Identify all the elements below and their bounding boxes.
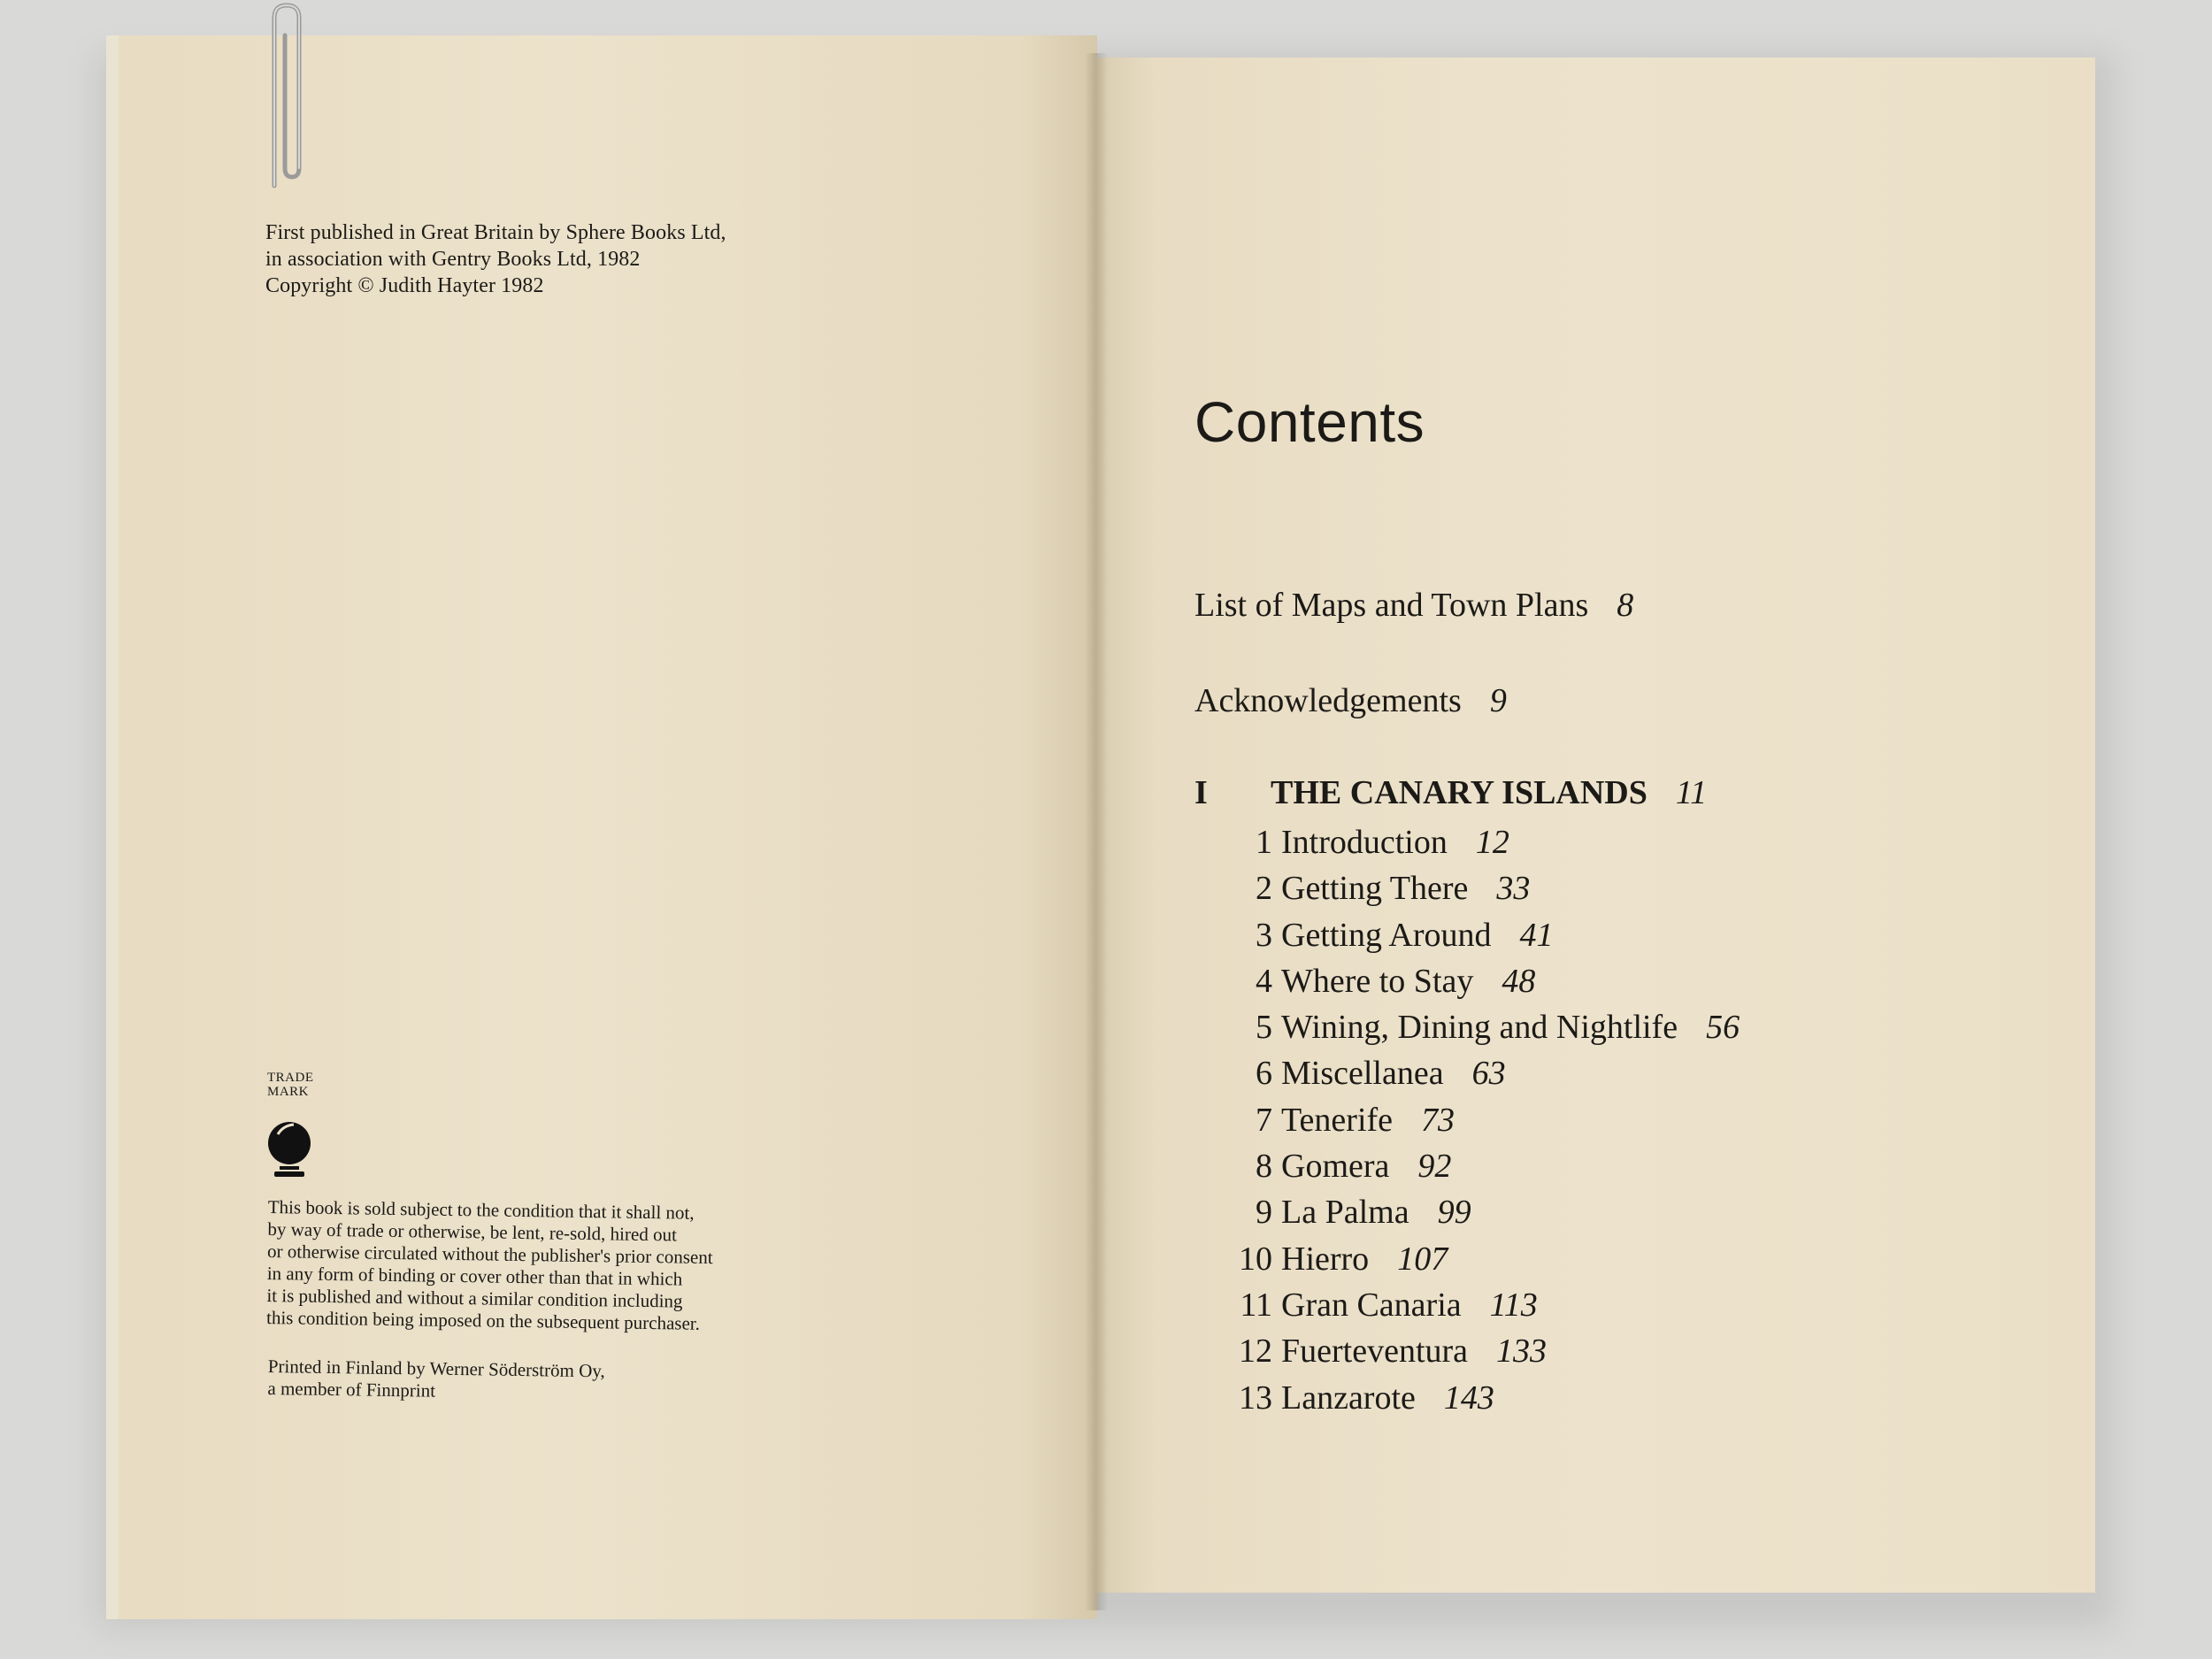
chapter-entry	[1194, 1050, 1740, 1096]
conditions-line: it is published and without a similar condition including	[266, 1284, 683, 1312]
chapter-number: 8	[1256, 1148, 1272, 1186]
chapter-page: 48	[1502, 962, 1536, 1000]
paperclip-icon	[255, 0, 317, 195]
toc-entry-acknowledgements	[1194, 681, 1507, 720]
chapter-title: Getting There	[1281, 870, 1469, 908]
trademark-label	[267, 1071, 314, 1099]
chapter-number: 6	[1256, 1055, 1272, 1093]
trademark-line: TRADE	[267, 1071, 314, 1085]
conditions-line: this condition being imposed on the subsequent purchaser.	[265, 1306, 701, 1334]
conditions-line: by way of trade or otherwise, be lent, re-sold, hired out	[267, 1217, 678, 1246]
chapter-page: 63	[1471, 1055, 1506, 1093]
chapter-title: Where to Stay	[1281, 962, 1474, 1000]
part-page: 11	[1675, 774, 1708, 811]
chapter-page: 56	[1706, 1009, 1740, 1047]
chapter-number: 1	[1256, 824, 1272, 861]
toc-entry-title: Acknowledgements	[1194, 682, 1462, 719]
chapter-page: 107	[1397, 1240, 1448, 1278]
chapter-list	[1194, 819, 1740, 1421]
chapter-title: Wining, Dining and Nightlife	[1281, 1009, 1678, 1047]
chapter-entry	[1194, 819, 1740, 865]
printer-line: a member of Finnprint	[267, 1377, 436, 1402]
chapter-number: 9	[1256, 1194, 1272, 1232]
chapter-entry	[1194, 1189, 1740, 1235]
imprint-line: in association with Gentry Books Ltd, 1982	[265, 248, 641, 271]
chapter-page: 73	[1421, 1101, 1455, 1139]
chapter-number: 5	[1256, 1009, 1272, 1047]
chapter-entry	[1194, 912, 1740, 958]
toc-entry-page: 8	[1617, 587, 1634, 624]
chapter-page: 33	[1496, 870, 1531, 908]
chapter-number: 11	[1240, 1286, 1272, 1324]
toc-part-heading	[1194, 773, 1707, 812]
chapter-title: Introduction	[1281, 824, 1448, 861]
imprint-block	[265, 219, 726, 299]
chapter-title: Miscellanea	[1281, 1055, 1444, 1093]
conditions-line: This book is sold subject to the condition that it shall not,	[267, 1196, 695, 1224]
chapter-entry	[1194, 865, 1740, 911]
chapter-entry	[1194, 958, 1740, 1004]
chapter-title: Gomera	[1281, 1148, 1390, 1186]
chapter-entry	[1194, 1328, 1740, 1374]
book-gutter	[1085, 53, 1108, 1610]
contents-heading: Contents	[1194, 390, 1425, 454]
chapter-page: 92	[1417, 1148, 1452, 1186]
chapter-title: Lanzarote	[1281, 1379, 1416, 1417]
chapter-title: Getting Around	[1281, 916, 1492, 954]
chapter-entry	[1194, 1282, 1740, 1328]
chapter-title: Gran Canaria	[1281, 1286, 1462, 1324]
imprint-line: First published in Great Britain by Sphere Books Ltd,	[265, 221, 726, 244]
part-numeral: I	[1194, 774, 1208, 811]
chapter-number: 12	[1239, 1333, 1272, 1371]
chapter-number: 4	[1256, 962, 1272, 1000]
chapter-number: 7	[1256, 1101, 1272, 1139]
printer-block	[267, 1356, 605, 1404]
chapter-number: 3	[1256, 916, 1272, 954]
chapter-entry	[1194, 1143, 1740, 1189]
chapter-number: 10	[1239, 1240, 1272, 1278]
chapter-entry	[1194, 1004, 1740, 1050]
printer-line: Printed in Finland by Werner Söderström Oy,	[267, 1356, 605, 1382]
imprint-line: Copyright © Judith Hayter 1982	[265, 274, 544, 297]
chapter-title: La Palma	[1281, 1194, 1409, 1232]
chapter-entry	[1194, 1097, 1740, 1143]
chapter-page: 113	[1489, 1286, 1538, 1324]
chapter-page: 143	[1443, 1379, 1494, 1417]
conditions-line: or otherwise circulated without the publisher's prior consent	[266, 1240, 713, 1269]
chapter-number: 2	[1256, 870, 1272, 908]
toc-entry-title: List of Maps and Town Plans	[1194, 587, 1589, 624]
chapter-entry	[1194, 1236, 1740, 1282]
chapter-title: Fuerteventura	[1281, 1333, 1469, 1371]
toc-entry-maps	[1194, 586, 1633, 625]
toc-entry-page: 9	[1489, 682, 1507, 719]
chapter-number: 13	[1239, 1379, 1272, 1417]
conditions-line: in any form of binding or cover other than that in which	[266, 1262, 683, 1290]
chapter-page: 133	[1496, 1333, 1548, 1371]
chapter-page: 99	[1437, 1194, 1471, 1232]
sale-conditions-block	[266, 1196, 714, 1335]
chapter-title: Hierro	[1281, 1240, 1370, 1278]
chapter-entry	[1194, 1375, 1740, 1421]
part-title: THE CANARY ISLANDS	[1271, 774, 1647, 811]
sphere-globe-icon	[264, 1117, 315, 1180]
chapter-title: Tenerife	[1281, 1101, 1394, 1139]
trademark-line: MARK	[267, 1085, 310, 1099]
chapter-page: 41	[1519, 916, 1554, 954]
chapter-page: 12	[1475, 824, 1509, 861]
